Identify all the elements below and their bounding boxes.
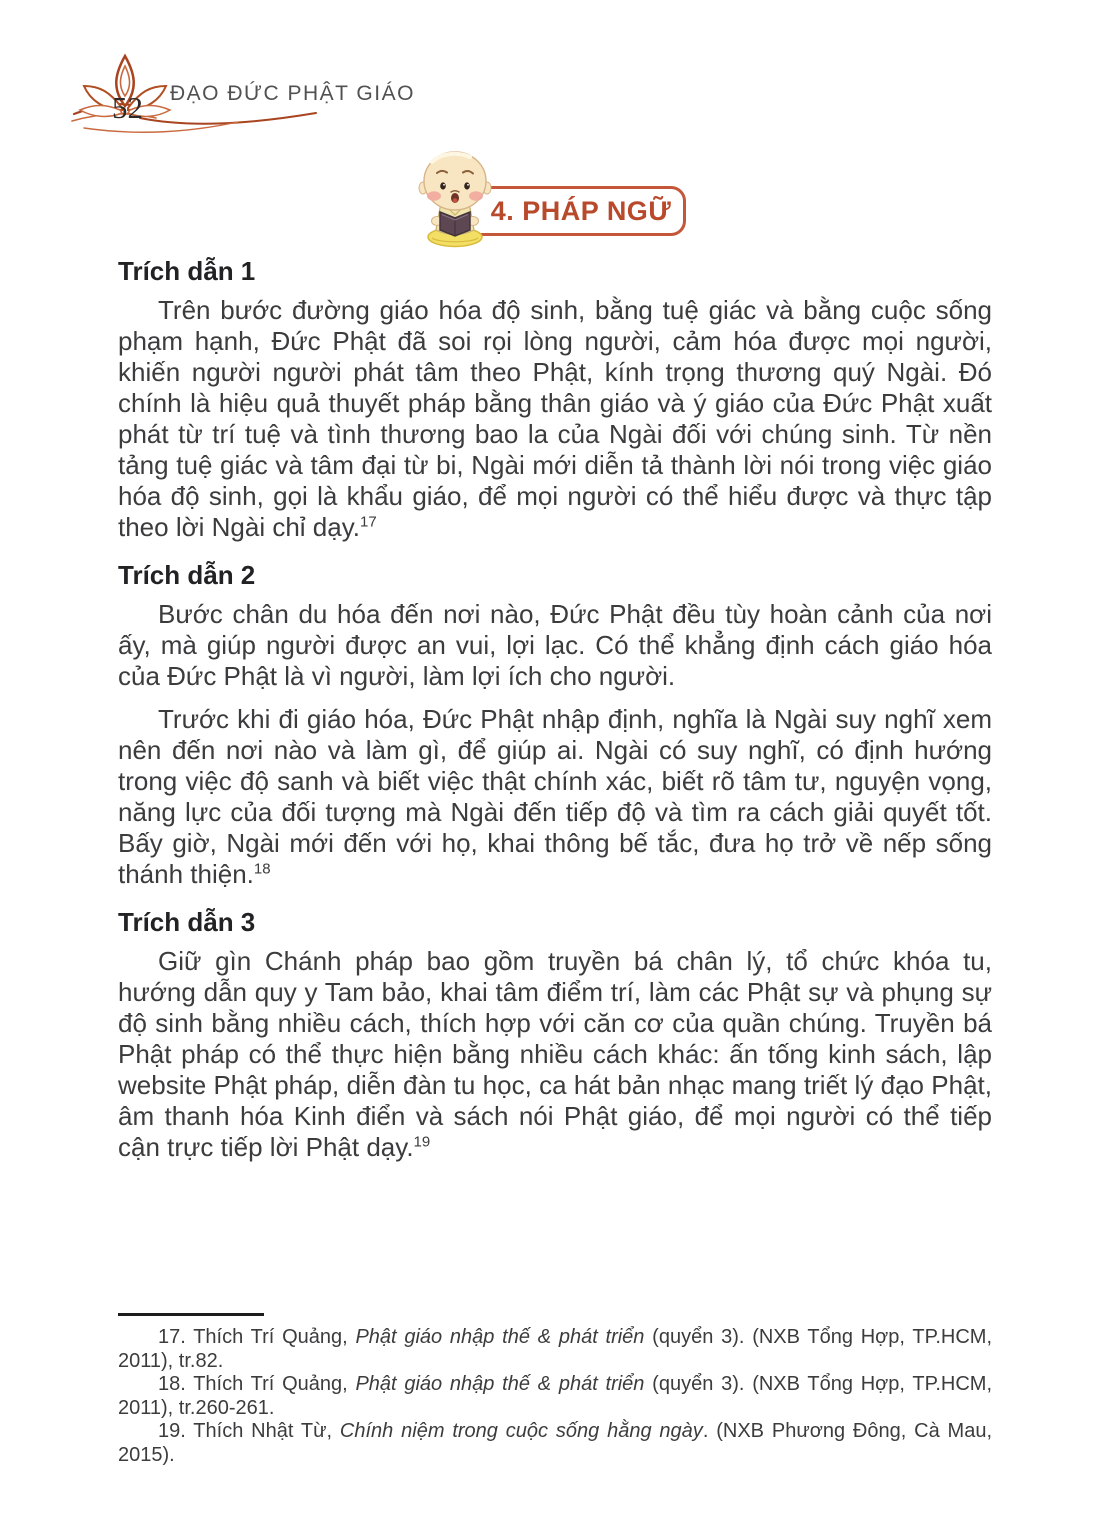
footnote-19 bbox=[118, 1420, 992, 1467]
footnote-17-title: Phật giáo nhập thế & phát triển bbox=[355, 1326, 645, 1348]
quote-2-heading: Trích dẫn 2 bbox=[118, 560, 256, 590]
footnote-ref-17: 17 bbox=[360, 513, 377, 531]
page-number: 52 bbox=[112, 90, 143, 125]
footnote-divider bbox=[118, 1313, 264, 1316]
footnote-18-suffix: (quyển 3). (NXB Tổng Hợp, TP.HCM, 2011), tr.260-261. bbox=[118, 1373, 992, 1419]
quote-1-paragraph bbox=[118, 295, 992, 543]
running-title: ĐẠO ĐỨC PHẬT GIÁO bbox=[170, 82, 415, 105]
page-header bbox=[70, 52, 670, 142]
quote-3-paragraph bbox=[118, 946, 992, 1163]
footnote-18-prefix: 18. Thích Trí Quảng, bbox=[158, 1373, 356, 1395]
quote-2-paragraph-2 bbox=[118, 704, 992, 890]
footnotes-section bbox=[118, 1313, 992, 1467]
footnote-17 bbox=[118, 1326, 992, 1373]
quote-1-paragraph-text: Trên bước đường giáo hóa độ sinh, bằng tuệ giác và bằng cuộc sống phạm hạnh, Đức Phật đã soi rọi lòng người, cảm hóa được mọi người, khiến người người phát tâm theo Phật, kính trọng thương quý Ngài. Đó chính là hiệu quả thuyết pháp bằng thân giáo và ý giáo của Đức Phật xuất phát từ trí tuệ và tình thương bao la của Ngài đối với chúng sinh. Từ nền tảng tuệ giác và tâm đại từ bi, Ngài mới diễn tả thành lời nói trong việc giáo hóa độ sinh, gọi là khẩu giáo, để mọi người có thể hiểu được và thực tập theo lời Ngài chỉ dạy. bbox=[118, 295, 992, 542]
quote-2-paragraph-1 bbox=[118, 599, 992, 692]
quote-2-paragraph-2-text: Trước khi đi giáo hóa, Đức Phật nhập định, nghĩa là Ngài suy nghĩ xem nên đến nơi nào và làm gì, để giúp ai. Ngài có suy nghĩ, có định hướng trong việc độ sanh và biết việc thật chính xác, biết rõ tâm tư, nguyện vọng, năng lực của đối tượng mà Ngài đến tiếp độ và tìm ra cách giải quyết tốt. Bấy giờ, Ngài mới đến với họ, khai thông bế tắc, đưa họ trở về nếp sống thánh thiện. bbox=[118, 704, 992, 889]
quote-2-paragraph-1-text: Bước chân du hóa đến nơi nào, Đức Phật đều tùy hoàn cảnh của nơi ấy, mà giúp người được an vui, lợi lạc. Có thể khẳng định cách giáo hóa của Đức Phật là vì người, làm lợi ích cho người. bbox=[118, 599, 992, 691]
baby-monk-reading-icon bbox=[412, 148, 498, 248]
page-body bbox=[118, 256, 992, 1175]
quote-3-heading: Trích dẫn 3 bbox=[118, 907, 256, 937]
quote-1-heading: Trích dẫn 1 bbox=[118, 256, 256, 286]
footnote-18 bbox=[118, 1373, 992, 1420]
section-banner-label: 4. PHÁP NGỮ bbox=[490, 195, 672, 226]
footnote-17-prefix: 17. Thích Trí Quảng, bbox=[158, 1326, 356, 1348]
quote-3-paragraph-text: Giữ gìn Chánh pháp bao gồm truyền bá chân lý, tổ chức khóa tu, hướng dẫn quy y Tam bảo, khai tâm điểm trí, làm các Phật sự và phụng sự độ sinh bằng nhiều cách, thích hợp với căn cơ của quần chúng. Truyền bá Phật pháp có thể thực hiện bằng nhiều cách khác: ấn tống kinh sách, lập website Phật pháp, diễn đàn tu học, ca hát bản nhạc mang triết lý đạo Phật, âm thanh hóa Kinh điển và sách nói Phật giáo, để mọi người có thể tiếp cận trực tiếp lời Phật dạy. bbox=[118, 946, 992, 1162]
footnote-ref-18: 18 bbox=[253, 860, 271, 878]
section-banner bbox=[412, 148, 692, 248]
footnote-19-prefix: 19. Thích Nhật Từ, bbox=[158, 1420, 340, 1442]
footnote-ref-19: 19 bbox=[413, 1133, 431, 1151]
footnote-19-title: Chính niệm trong cuộc sống hằng ngày bbox=[339, 1420, 703, 1442]
footnote-19-suffix: . (NXB Phương Đông, Cà Mau, 2015). bbox=[118, 1420, 993, 1466]
footnote-17-suffix: (quyển 3). (NXB Tổng Hợp, TP.HCM, 2011), tr.82. bbox=[118, 1326, 992, 1372]
footnote-18-title: Phật giáo nhập thế & phát triển bbox=[355, 1373, 645, 1395]
